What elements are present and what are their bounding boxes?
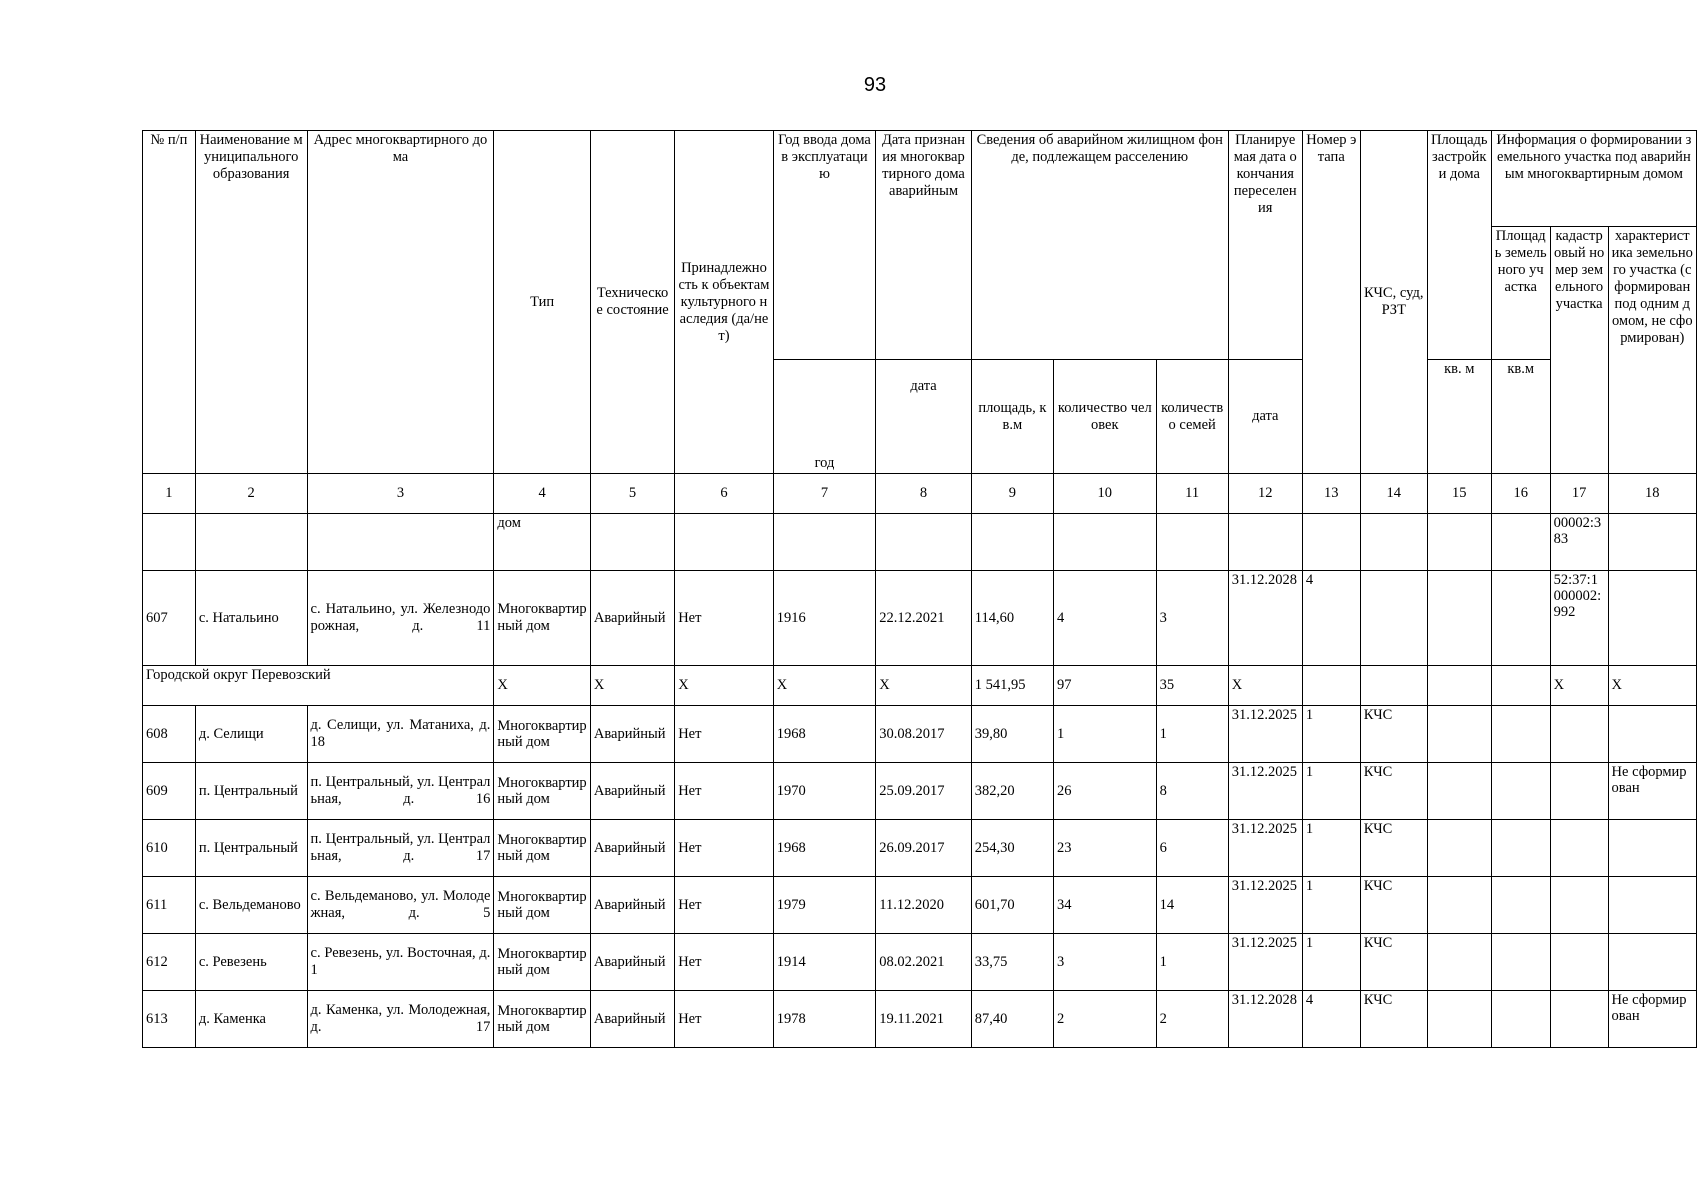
header-year-sub: год xyxy=(773,360,876,474)
cell-stage: 1 xyxy=(1302,706,1360,763)
district-people: 97 xyxy=(1054,666,1157,706)
cell-year: 1916 xyxy=(773,571,876,666)
col-num: 10 xyxy=(1054,474,1157,514)
header-cadastral: кадастровый номер земельного участка xyxy=(1550,227,1608,474)
cell-area: 254,30 xyxy=(971,820,1053,877)
cell-date: 11.12.2020 xyxy=(876,877,971,934)
col-num: 9 xyxy=(971,474,1053,514)
cell-type: Многоквартирный дом xyxy=(494,877,590,934)
col-num: 14 xyxy=(1360,474,1427,514)
cell-x: X xyxy=(1550,666,1608,706)
header-plan-date-sub: дата xyxy=(1228,360,1302,474)
cell-plan-date: 31.12.2025 xyxy=(1228,763,1302,820)
cell-stage: 1 xyxy=(1302,763,1360,820)
cell-type: Многоквартирный дом xyxy=(494,991,590,1048)
cell-land-char xyxy=(1608,877,1696,934)
page-number: 93 xyxy=(863,74,887,96)
cell-cadastral: 52:37:1000002:992 xyxy=(1550,571,1608,666)
cell-type: Многоквартирный дом xyxy=(494,763,590,820)
header-land-info: Информация о формировании земельного участка под аварийным многоквартирным домом xyxy=(1491,131,1696,227)
cell-kchs: КЧС xyxy=(1360,934,1427,991)
header-heritage: Принадлежность к объектам культурного наследия (да/нет) xyxy=(675,131,774,474)
cell-address: с. Вельдеманово, ул. Молодежная, д. 5 xyxy=(307,877,494,934)
cell-x: X xyxy=(590,666,674,706)
header-date-sub: дата xyxy=(876,360,971,474)
col-num: 5 xyxy=(590,474,674,514)
cell-date: 08.02.2021 xyxy=(876,934,971,991)
table-row xyxy=(143,763,1697,820)
cell-state: Аварийный xyxy=(590,934,674,991)
header-state: Техническое состояние xyxy=(590,131,674,474)
cell-mo: д. Селищи xyxy=(195,706,307,763)
header-year: Год ввода дома в эксплуатацию xyxy=(773,131,876,360)
cell-families: 8 xyxy=(1156,763,1228,820)
header-plan-date: Планируемая дата окончания переселения xyxy=(1228,131,1302,360)
cell-x: X xyxy=(1608,666,1696,706)
cell-date: 26.09.2017 xyxy=(876,820,971,877)
cell-plan-date: 31.12.2025 xyxy=(1228,706,1302,763)
cell-state: Аварийный xyxy=(590,820,674,877)
cell-kchs: КЧС xyxy=(1360,820,1427,877)
cell-stage: 4 xyxy=(1302,991,1360,1048)
table-row xyxy=(143,820,1697,877)
cell-kchs xyxy=(1360,571,1427,666)
cell-type: Многоквартирный дом xyxy=(494,934,590,991)
cell-mo: с. Вельдеманово xyxy=(195,877,307,934)
cell-stage: 4 xyxy=(1302,571,1360,666)
cell-num: 610 xyxy=(143,820,196,877)
cell-num: 613 xyxy=(143,991,196,1048)
col-num: 8 xyxy=(876,474,971,514)
col-num: 12 xyxy=(1228,474,1302,514)
cell-mo: п. Центральный xyxy=(195,763,307,820)
header-families-sub: количество семей xyxy=(1156,360,1228,474)
cell-people: 4 xyxy=(1054,571,1157,666)
cell-x: X xyxy=(494,666,590,706)
cell-land-char: Не сформирован xyxy=(1608,763,1696,820)
cell-heritage: Нет xyxy=(675,877,774,934)
cell-type: Многоквартирный дом xyxy=(494,706,590,763)
cell-date: 25.09.2017 xyxy=(876,763,971,820)
cell-year: 1978 xyxy=(773,991,876,1048)
header-people-sub: количество человек xyxy=(1054,360,1157,474)
cell-address: п. Центральный, ул. Центральная, д. 17 xyxy=(307,820,494,877)
cell-date: 19.11.2021 xyxy=(876,991,971,1048)
cell-num: 611 xyxy=(143,877,196,934)
cell-heritage: Нет xyxy=(675,706,774,763)
cell-state: Аварийный xyxy=(590,763,674,820)
cell-year: 1968 xyxy=(773,820,876,877)
table-row xyxy=(143,991,1697,1048)
cell-land-area xyxy=(1491,571,1550,666)
cell-people: 2 xyxy=(1054,991,1157,1048)
cell-year: 1914 xyxy=(773,934,876,991)
cell-land-char xyxy=(1608,934,1696,991)
cell-year: 1968 xyxy=(773,706,876,763)
cell-kchs: КЧС xyxy=(1360,991,1427,1048)
cell-address: п. Центральный, ул. Центральная, д. 16 xyxy=(307,763,494,820)
cell-stage: 1 xyxy=(1302,877,1360,934)
cell-stage: 1 xyxy=(1302,820,1360,877)
cell-heritage: Нет xyxy=(675,571,774,666)
table-row xyxy=(143,934,1697,991)
table-row xyxy=(143,571,1697,666)
header-kchs: КЧС, суд, РЗТ xyxy=(1360,131,1427,474)
header-type: Тип xyxy=(494,131,590,474)
cell-mo: д. Каменка xyxy=(195,991,307,1048)
cell-kchs: КЧС xyxy=(1360,763,1427,820)
header-mo: Наименование муниципального образования xyxy=(195,131,307,474)
cell-plan-date: 31.12.2025 xyxy=(1228,934,1302,991)
cell-type: Многоквартирный дом xyxy=(494,820,590,877)
col-num: 4 xyxy=(494,474,590,514)
cell-state: Аварийный xyxy=(590,991,674,1048)
cell-plan-date: 31.12.2028 xyxy=(1228,991,1302,1048)
cell-cadastral: 00002:383 xyxy=(1550,514,1608,571)
col-num: 6 xyxy=(675,474,774,514)
cell-kchs: КЧС xyxy=(1360,877,1427,934)
cell-people: 1 xyxy=(1054,706,1157,763)
cell-year: 1979 xyxy=(773,877,876,934)
cell-area: 382,20 xyxy=(971,763,1053,820)
cell-land-char xyxy=(1608,571,1696,666)
cell-area: 39,80 xyxy=(971,706,1053,763)
header-area-sub: площадь, кв.м xyxy=(971,360,1053,474)
cell-stage: 1 xyxy=(1302,934,1360,991)
col-num: 7 xyxy=(773,474,876,514)
cell-families: 2 xyxy=(1156,991,1228,1048)
cell-families: 1 xyxy=(1156,934,1228,991)
cell-families: 1 xyxy=(1156,706,1228,763)
cell-families: 14 xyxy=(1156,877,1228,934)
cell-address: д. Селищи, ул. Матаниха, д. 18 xyxy=(307,706,494,763)
column-numbers-row xyxy=(143,474,1697,514)
district-row xyxy=(143,666,1697,706)
cell-plan-date: 31.12.2028 xyxy=(1228,571,1302,666)
col-num: 17 xyxy=(1550,474,1608,514)
col-num: 16 xyxy=(1491,474,1550,514)
cell-mo: с. Ревезень xyxy=(195,934,307,991)
cell-x: X xyxy=(675,666,774,706)
cell-num: 608 xyxy=(143,706,196,763)
col-num: 3 xyxy=(307,474,494,514)
col-num: 18 xyxy=(1608,474,1696,514)
cell-mo: с. Натальино xyxy=(195,571,307,666)
header-build-area-sub: кв. м xyxy=(1427,360,1491,474)
cell-people: 3 xyxy=(1054,934,1157,991)
header-emergency-fund: Сведения об аварийном жилищном фонде, подлежащем расселению xyxy=(971,131,1228,360)
cell-area: 33,75 xyxy=(971,934,1053,991)
cell-area: 601,70 xyxy=(971,877,1053,934)
header-num: № п/п xyxy=(143,131,196,474)
cell-x: X xyxy=(773,666,876,706)
cell-heritage: Нет xyxy=(675,763,774,820)
header-land-char: характеристика земельного участка (сформирован под одним домом, не сформирован) xyxy=(1608,227,1696,474)
cell-heritage: Нет xyxy=(675,820,774,877)
cell-num: 607 xyxy=(143,571,196,666)
cell-area: 114,60 xyxy=(971,571,1053,666)
header-land-area-sub: кв.м xyxy=(1491,360,1550,474)
cell-state: Аварийный xyxy=(590,706,674,763)
header-row xyxy=(143,131,1697,227)
cell-mo: п. Центральный xyxy=(195,820,307,877)
cell-num: 609 xyxy=(143,763,196,820)
cell-families: 6 xyxy=(1156,820,1228,877)
cell-land-char xyxy=(1608,706,1696,763)
cell-build-area xyxy=(1427,571,1491,666)
housing-table xyxy=(142,130,1697,1048)
cell-type: дом xyxy=(494,514,590,571)
cell-people: 23 xyxy=(1054,820,1157,877)
cell-kchs: КЧС xyxy=(1360,706,1427,763)
col-num: 15 xyxy=(1427,474,1491,514)
cell-year: 1970 xyxy=(773,763,876,820)
cell-x: X xyxy=(876,666,971,706)
col-num: 11 xyxy=(1156,474,1228,514)
header-build-area: Площадь застройки дома xyxy=(1427,131,1491,360)
cell-address: с. Натальино, ул. Железнодорожная, д. 11 xyxy=(307,571,494,666)
cell-land-char xyxy=(1608,820,1696,877)
table-row xyxy=(143,877,1697,934)
cell-people: 26 xyxy=(1054,763,1157,820)
cell-address: с. Ревезень, ул. Восточная, д. 1 xyxy=(307,934,494,991)
cell-x: X xyxy=(1228,666,1302,706)
cell-plan-date: 31.12.2025 xyxy=(1228,820,1302,877)
table-row xyxy=(143,706,1697,763)
table-row xyxy=(143,514,1697,571)
header-date: Дата признания многоквартирного дома аварийным xyxy=(876,131,971,360)
cell-num: 612 xyxy=(143,934,196,991)
cell-state: Аварийный xyxy=(590,877,674,934)
header-land-area: Площадь земельного участка xyxy=(1491,227,1550,360)
cell-type: Многоквартирный дом xyxy=(494,571,590,666)
district-families: 35 xyxy=(1156,666,1228,706)
cell-address: д. Каменка, ул. Молодежная, д. 17 xyxy=(307,991,494,1048)
cell-date: 30.08.2017 xyxy=(876,706,971,763)
cell-land-char: Не сформирован xyxy=(1608,991,1696,1048)
cell-date: 22.12.2021 xyxy=(876,571,971,666)
district-name: Городской округ Перевозский xyxy=(143,666,494,706)
cell-heritage: Нет xyxy=(675,991,774,1048)
col-num: 13 xyxy=(1302,474,1360,514)
cell-heritage: Нет xyxy=(675,934,774,991)
cell-area: 87,40 xyxy=(971,991,1053,1048)
cell-families: 3 xyxy=(1156,571,1228,666)
header-stage: Номер этапа xyxy=(1302,131,1360,474)
col-num: 2 xyxy=(195,474,307,514)
header-address: Адрес многоквартирного дома xyxy=(307,131,494,474)
district-area: 1 541,95 xyxy=(971,666,1053,706)
col-num: 1 xyxy=(143,474,196,514)
cell-state: Аварийный xyxy=(590,571,674,666)
cell-people: 34 xyxy=(1054,877,1157,934)
cell-plan-date: 31.12.2025 xyxy=(1228,877,1302,934)
